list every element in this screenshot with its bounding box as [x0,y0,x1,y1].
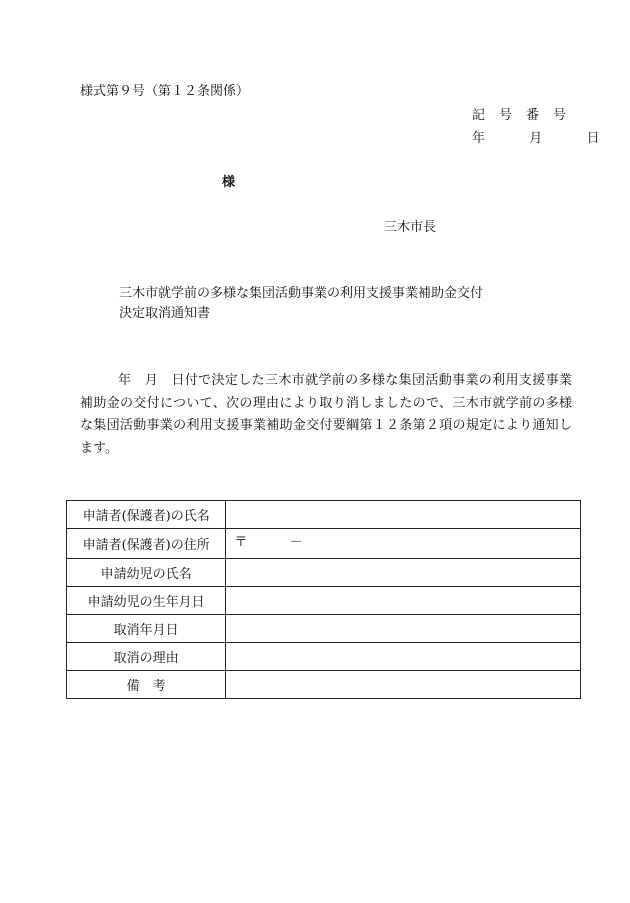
postal-dash: － [289,535,303,550]
postal-code [234,535,302,550]
postal-mark: 〒 [234,535,248,550]
body-paragraph: 年 月 日付で決定した三木市就学前の多様な集団活動事業の利用支援事業補助金の交付について、次の理由により取り消しましたので、三木市就学前の多様な集団活動事業の利用支援事業補助金交付要綱第１２条第２項の規定により通知します。 [80,373,572,456]
sender-name: 三木市長 [384,220,437,235]
document-title [119,284,483,324]
document-number: 記号番号 [472,108,581,123]
row-label-child-name: 申請幼児の氏名 [67,559,226,587]
remarks-cell[interactable] [226,671,581,699]
cancel-reason-cell[interactable] [226,643,581,671]
cancel-date-cell[interactable] [226,615,581,643]
row-label-child-birthdate: 申請幼児の生年月日 [67,587,226,615]
recipient-suffix: 様 [222,175,236,190]
document-date [472,127,600,146]
table-row [67,615,581,643]
child-name-cell[interactable] [226,559,581,587]
title-line-1: 三木市就学前の多様な集団活動事業の利用支援事業補助金交付 [119,286,484,301]
row-label-remarks: 備 考 [67,671,226,699]
table-row [67,671,581,699]
applicant-address-cell[interactable] [226,529,581,559]
form-number: 様式第９号（第１２条関係） [80,84,250,99]
row-label-cancel-date: 取消年月日 [67,615,226,643]
table-row [67,643,581,671]
applicant-name-cell[interactable] [226,501,581,529]
body-text [80,370,572,460]
table-row [67,559,581,587]
table-row [67,529,581,559]
title-line-2: 決定取消通知書 [119,306,211,321]
date-day: 日 [586,131,600,146]
row-label-cancel-reason: 取消の理由 [67,643,226,671]
table-row [67,501,581,529]
info-table [66,500,581,699]
date-month: 月 [529,131,543,146]
date-year: 年 [472,131,486,146]
child-birthdate-cell[interactable] [226,587,581,615]
row-label-applicant-name: 申請者(保護者)の氏名 [67,501,226,529]
table-row [67,587,581,615]
row-label-applicant-address: 申請者(保護者)の住所 [67,529,226,559]
